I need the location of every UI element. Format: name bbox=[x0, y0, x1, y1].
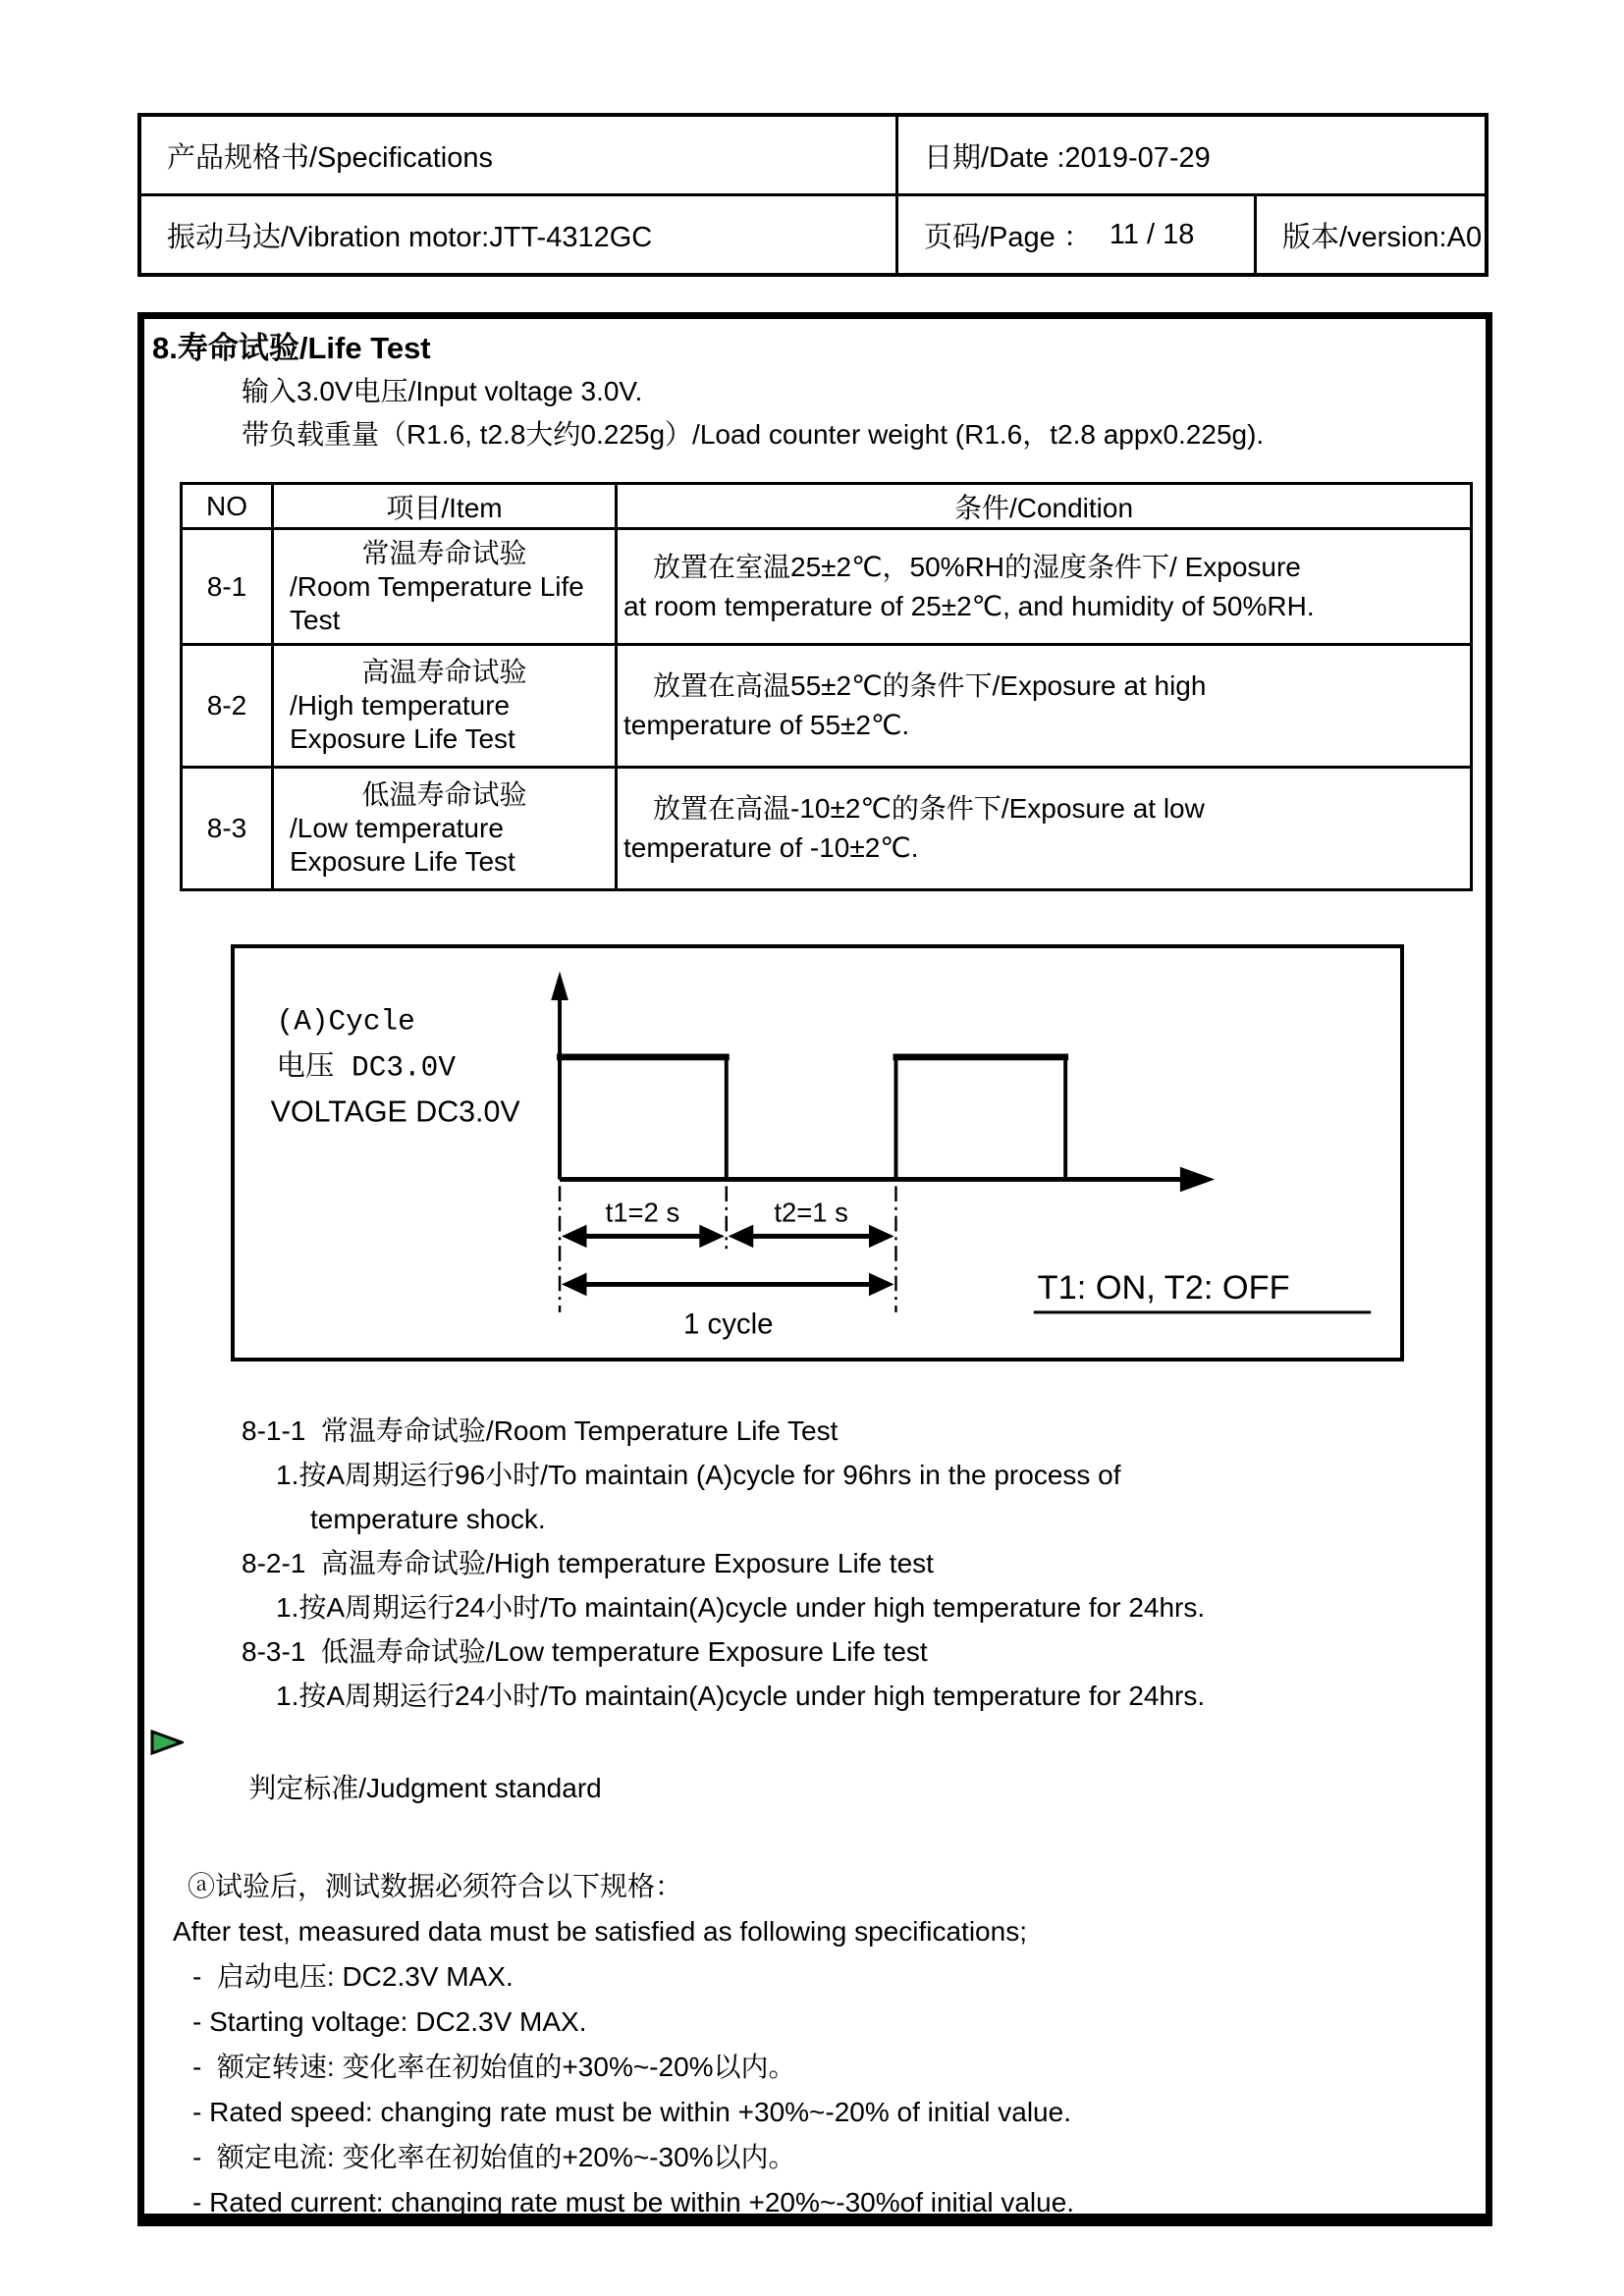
cycle-arrowhead-left bbox=[562, 1273, 587, 1297]
condition-line: temperature of 55±2℃. bbox=[623, 710, 910, 740]
header-row-2 bbox=[141, 193, 1485, 273]
judgment-line: - Rated current: changing rate must be within +20%~-30%of initial value. bbox=[192, 2187, 1075, 2217]
judgment-line: - 启动电压: DC2.3V MAX. bbox=[192, 1961, 514, 1992]
table-row bbox=[182, 768, 1472, 890]
judgment-title-row bbox=[188, 1721, 1480, 1856]
condition-line: at room temperature of 25±2℃, and humidity of 50%RH. bbox=[623, 590, 1315, 621]
condition-line: 放置在高温55±2℃的条件下/Exposure at high bbox=[653, 670, 1207, 701]
intro-line-1: 输入3.0V电压/Input voltage 3.0V. bbox=[242, 376, 643, 406]
judgment-line: - 额定转速: 变化率在初始值的+30%~-20%以内。 bbox=[192, 2052, 796, 2082]
item-zh: 高温寿命试验 bbox=[361, 657, 527, 687]
x-axis-arrowhead bbox=[1180, 1167, 1215, 1193]
header-table bbox=[137, 113, 1489, 277]
procedure-line: 1.按A周期运行96小时/To maintain (A)cycle for 96hrs in the process of bbox=[276, 1460, 1121, 1490]
header-row-1 bbox=[141, 117, 1485, 193]
row-condition bbox=[617, 645, 1472, 768]
row-item bbox=[273, 529, 617, 645]
condition-line: temperature of -10±2℃. bbox=[623, 832, 919, 863]
waveform-svg bbox=[235, 948, 1400, 1358]
row-no: 8-3 bbox=[182, 768, 273, 890]
procedure-line: temperature shock. bbox=[310, 1504, 546, 1534]
item-zh: 低温寿命试验 bbox=[361, 779, 527, 810]
green-arrow-icon bbox=[150, 1730, 184, 1755]
life-test-table bbox=[180, 482, 1473, 891]
cycle-diagram bbox=[231, 944, 1404, 1362]
pulse-1 bbox=[560, 1057, 727, 1180]
item-en: /Room Temperature Life Test bbox=[290, 570, 584, 635]
col-header-item: 项目/Item bbox=[273, 484, 617, 529]
spec-title: 产品规格书/Specifications bbox=[167, 141, 493, 174]
t2-arrowhead-left bbox=[729, 1225, 754, 1249]
intro-line-2: 带负载重量（R1.6, t2.8大约0.225g）/Load counter weight (R1.6，t2.8 appx0.225g). bbox=[242, 419, 1265, 450]
table-row bbox=[182, 529, 1472, 645]
version-value: 版本/version:A0 bbox=[1254, 196, 1485, 273]
judgment-line: - 额定电流: 变化率在初始值的+20%~-30%以内。 bbox=[192, 2142, 796, 2172]
date-value: 日期/Date :2019-07-29 bbox=[895, 117, 1485, 193]
item-en: /High temperature Exposure Life Test bbox=[290, 690, 515, 754]
procedure-line: 1.按A周期运行24小时/To maintain(A)cycle under high temperature for 24hrs. bbox=[276, 1681, 1206, 1711]
judgment-line: - Rated speed: changing rate must be within +30%~-20% of initial value. bbox=[192, 2097, 1071, 2127]
section-title: 8.寿命试验/Life Test bbox=[152, 331, 431, 365]
t1-arrowhead-left bbox=[562, 1225, 587, 1249]
y-axis-arrowhead bbox=[551, 972, 568, 1000]
row-no: 8-1 bbox=[182, 529, 273, 645]
t1-arrowhead-right bbox=[699, 1225, 725, 1249]
row-no: 8-2 bbox=[182, 645, 273, 768]
condition-line: 放置在室温25±2℃，50%RH的湿度条件下/ Exposure bbox=[653, 551, 1301, 582]
page-number bbox=[895, 196, 1254, 273]
col-header-no: NO bbox=[182, 484, 273, 529]
motor-model: 振动马达/Vibration motor:JTT-4312GC bbox=[167, 221, 653, 253]
judgment-title: 判定标准/Judgment standard bbox=[248, 1773, 602, 1803]
row-item bbox=[273, 645, 617, 768]
t2-arrowhead-right bbox=[869, 1225, 894, 1249]
table-row bbox=[182, 645, 1472, 768]
row-item bbox=[273, 768, 617, 890]
col-header-condition: 条件/Condition bbox=[617, 484, 1472, 529]
judgment-line: After test, measured data must be satisfied as following specifications; bbox=[173, 1916, 1027, 1947]
item-en: /Low temperature Exposure Life Test bbox=[290, 813, 515, 877]
life-test-section bbox=[137, 312, 1492, 2226]
procedure-line: 1.按A周期运行24小时/To maintain(A)cycle under high temperature for 24hrs. bbox=[276, 1592, 1206, 1623]
cycle-span-label: 1 cycle bbox=[682, 1308, 774, 1341]
row-condition bbox=[617, 768, 1472, 890]
voltage-label-zh: 电压 DC3.0V bbox=[276, 1050, 457, 1085]
procedure-line: 8-3-1 低温寿命试验/Low temperature Exposure Life test bbox=[242, 1636, 928, 1667]
row-condition bbox=[617, 529, 1472, 645]
item-zh: 常温寿命试验 bbox=[361, 537, 527, 568]
voltage-label-en: VOLTAGE DC3.0V bbox=[270, 1095, 520, 1129]
condition-line: 放置在高温-10±2℃的条件下/Exposure at low bbox=[653, 793, 1205, 824]
judgment-line: ⓐ试验后，测试数据必须符合以下规格： bbox=[188, 1871, 683, 1901]
procedure-text bbox=[144, 1409, 1480, 1718]
procedure-line: 8-1-1 常温寿命试验/Room Temperature Life Test bbox=[242, 1415, 839, 1446]
page-value: 11 / 18 bbox=[1109, 218, 1195, 250]
cycle-label: (A)Cycle bbox=[276, 1004, 415, 1039]
t2-label: t2=1 s bbox=[774, 1197, 848, 1228]
pulse-2 bbox=[895, 1057, 1065, 1180]
legend-t1-t2: T1: ON, T2: OFF bbox=[1037, 1269, 1290, 1308]
judgment-line: - Starting voltage: DC2.3V MAX. bbox=[192, 2006, 587, 2037]
t1-label: t1=2 s bbox=[605, 1197, 680, 1228]
procedure-line: 8-2-1 高温寿命试验/High temperature Exposure Life test bbox=[242, 1548, 934, 1578]
cycle-arrowhead-right bbox=[869, 1273, 894, 1297]
page-label: 页码/Page ： bbox=[924, 221, 1092, 253]
judgment-standard bbox=[144, 1721, 1480, 2225]
table-header-row bbox=[182, 484, 1472, 529]
